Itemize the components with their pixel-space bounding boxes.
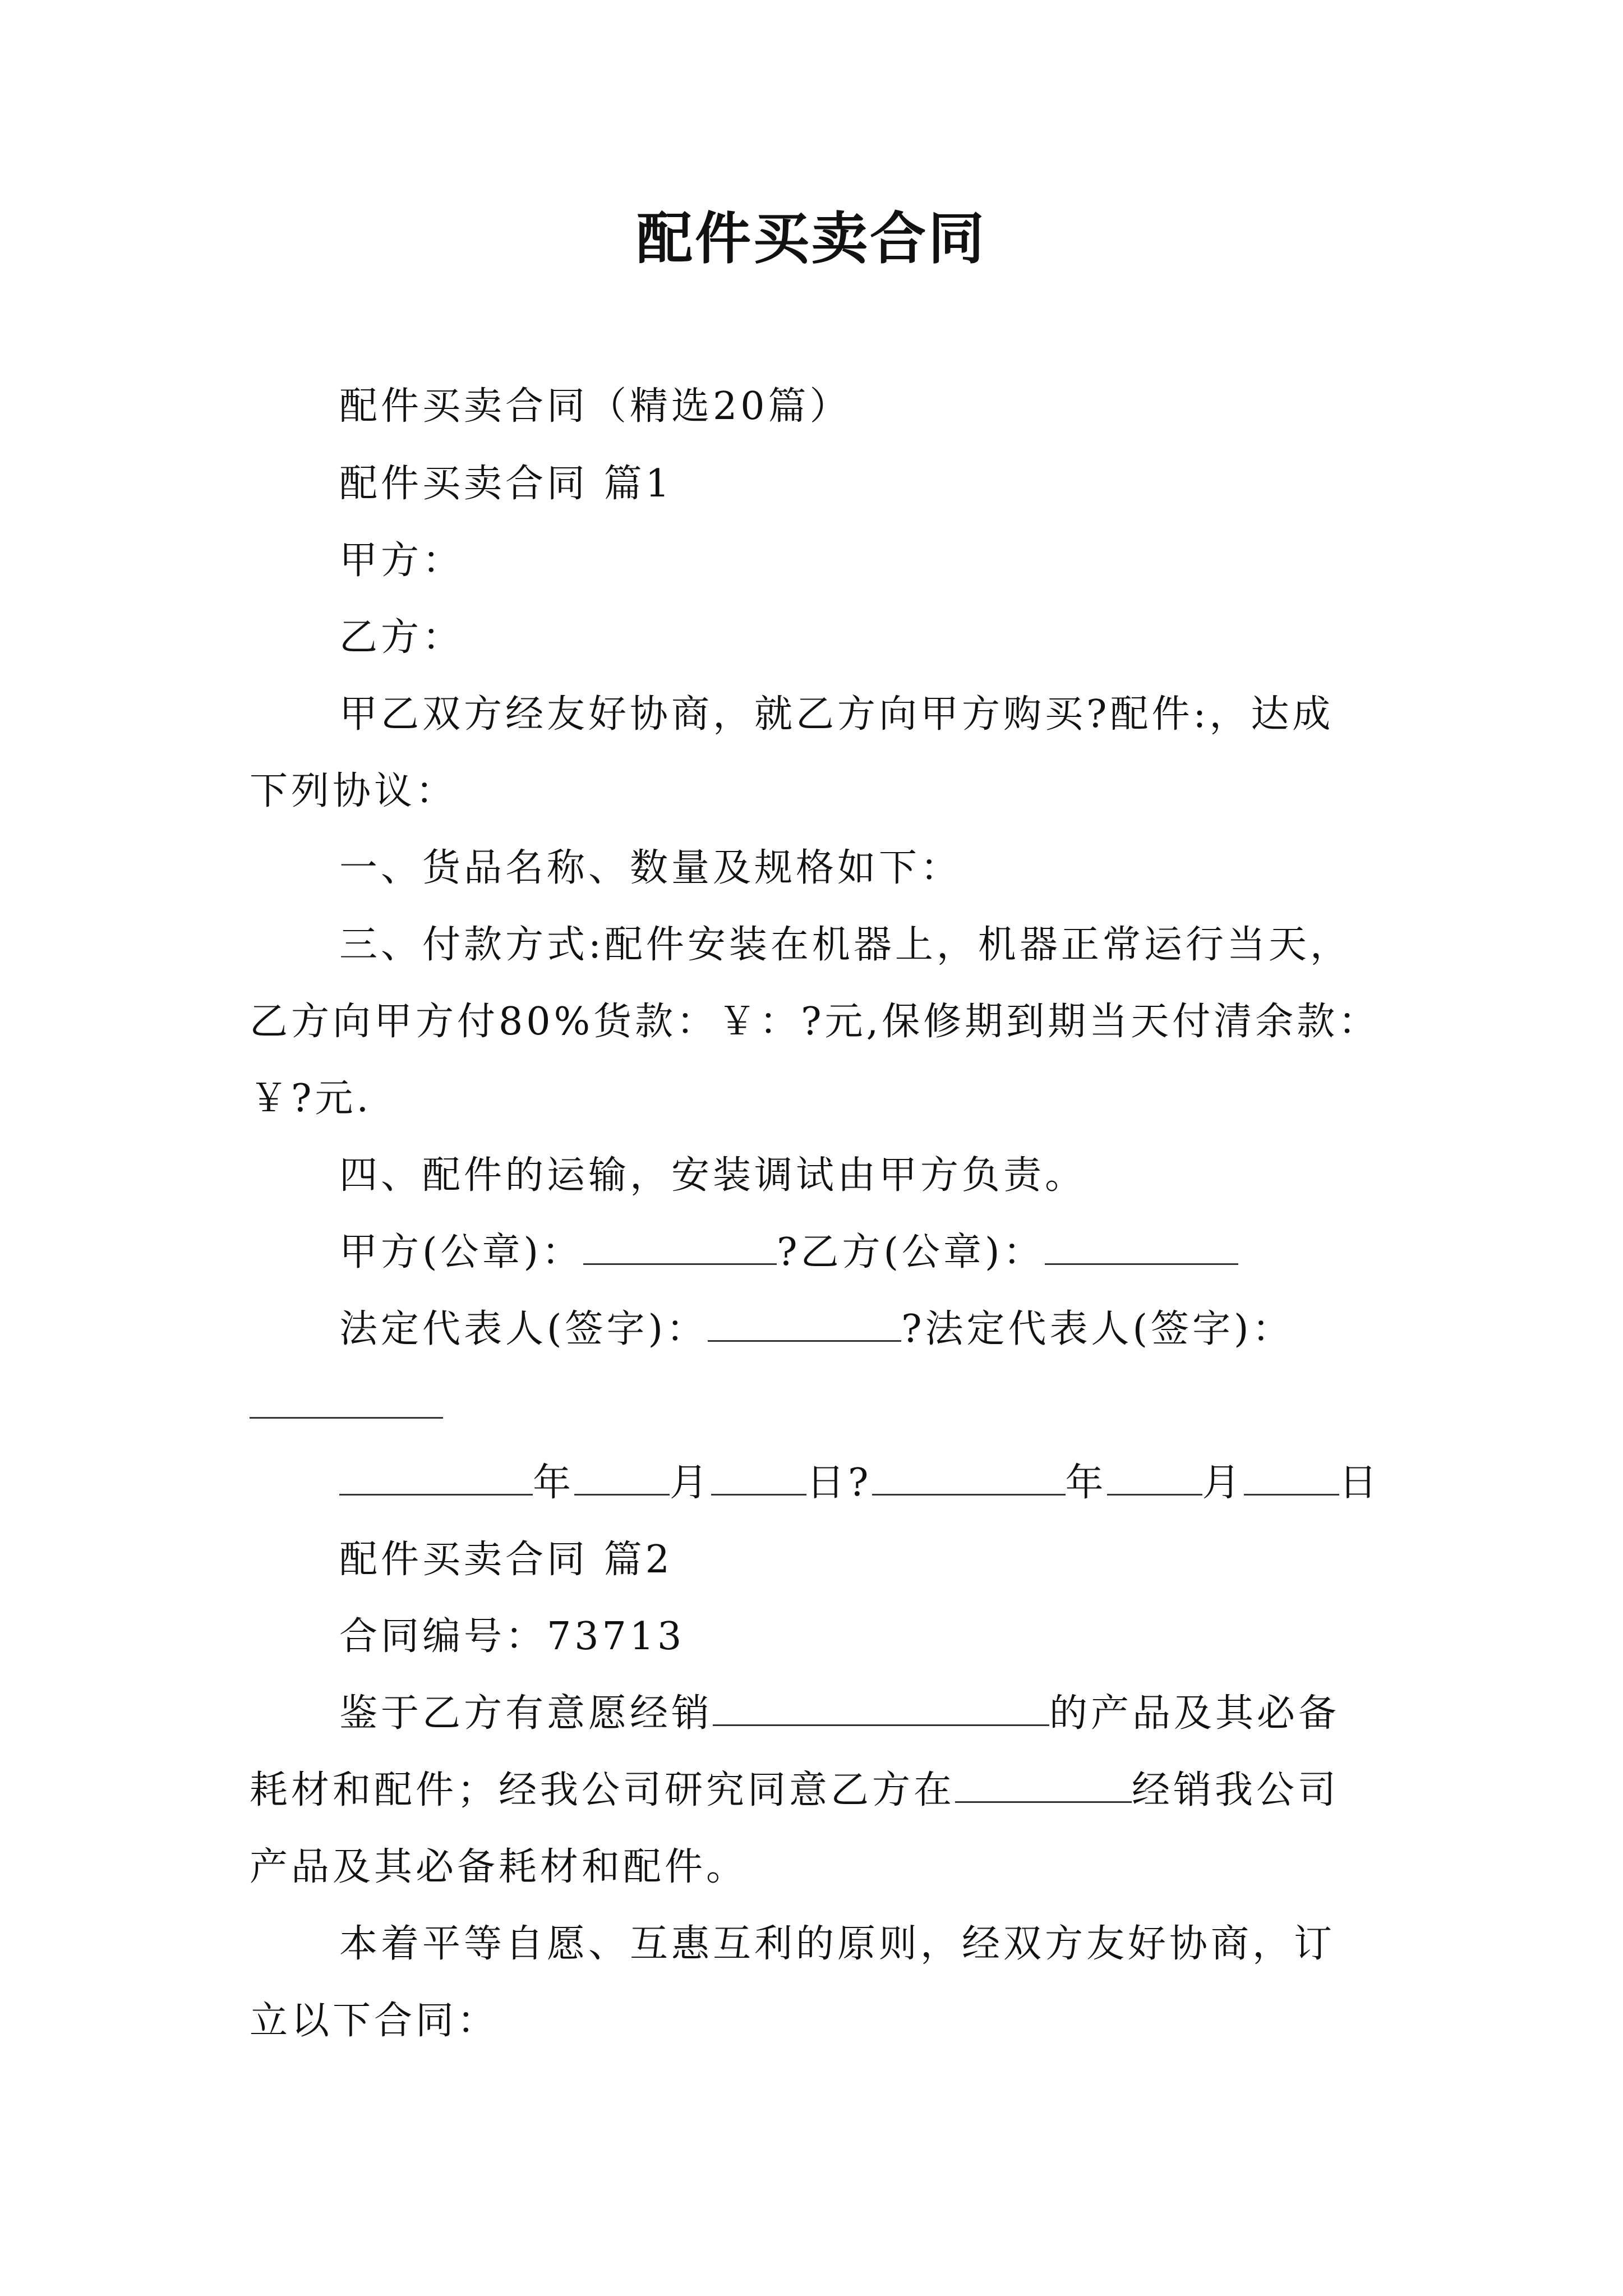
day-blank bbox=[711, 1462, 806, 1496]
year-blank bbox=[872, 1462, 1066, 1496]
seal-a-blank bbox=[583, 1232, 777, 1265]
paragraph-line: 产品及其必备耗材和配件。 bbox=[250, 1845, 748, 1889]
rep-a-label: 法定代表人(签字)： bbox=[339, 1307, 708, 1351]
clause-3-line: 乙方向甲方付80%货款：￥：?元,保修期到期当天付清余款： bbox=[250, 1000, 1380, 1044]
region-blank bbox=[955, 1770, 1132, 1803]
text-span: 经销我公司 bbox=[1132, 1768, 1340, 1812]
section-heading-2: 配件买卖合同 篇2 bbox=[339, 1538, 673, 1582]
rep-b-blank-line bbox=[250, 1378, 443, 1434]
party-a-label: 甲方： bbox=[339, 539, 464, 583]
month-blank bbox=[1107, 1462, 1202, 1496]
seal-b-label: ?乙方(公章)： bbox=[777, 1230, 1045, 1274]
seal-a-label: 甲方(公章)： bbox=[339, 1230, 584, 1274]
section-heading-1: 配件买卖合同 篇1 bbox=[339, 462, 673, 506]
rep-b-blank bbox=[250, 1386, 443, 1419]
subtitle: 配件买卖合同（精选20篇） bbox=[339, 384, 851, 429]
paragraph-line bbox=[250, 1763, 1339, 1819]
text-span: 鉴于乙方有意愿经销 bbox=[339, 1691, 713, 1736]
date-line bbox=[339, 1455, 1381, 1511]
seal-line bbox=[339, 1225, 1238, 1281]
month-blank bbox=[574, 1462, 670, 1496]
year-label: 年 bbox=[1065, 1461, 1107, 1505]
paragraph-line: 本着平等自愿、互惠互利的原则，经双方友好协商，订 bbox=[339, 1922, 1336, 1966]
day-blank bbox=[1244, 1462, 1339, 1496]
month-label: 月 bbox=[670, 1461, 712, 1505]
year-label: 年 bbox=[533, 1461, 575, 1505]
day-label: 日? bbox=[806, 1461, 872, 1505]
clause-3-line: ￥?元. bbox=[250, 1076, 372, 1121]
party-b-label: 乙方： bbox=[339, 615, 464, 660]
text-span: 的产品及其必备 bbox=[1049, 1691, 1340, 1736]
paragraph-line: 下列协议： bbox=[250, 769, 458, 813]
clause-1: 一、货品名称、数量及规格如下： bbox=[339, 846, 962, 890]
contract-number: 合同编号：73713 bbox=[339, 1614, 685, 1659]
paragraph-line: 立以下合同： bbox=[250, 1999, 499, 2043]
clause-3-line: 三、付款方式:配件安装在机器上，机器正常运行当天， bbox=[339, 923, 1352, 967]
month-label: 月 bbox=[1202, 1461, 1244, 1505]
paragraph-line bbox=[339, 1686, 1340, 1742]
clause-4: 四、配件的运输，安装调试由甲方负责。 bbox=[339, 1153, 1087, 1198]
day-label: 日 bbox=[1339, 1461, 1381, 1505]
paragraph-line: 甲乙双方经友好协商，就乙方向甲方购买?配件:，达成 bbox=[339, 692, 1334, 737]
seal-b-blank bbox=[1045, 1232, 1238, 1265]
text-span: 耗材和配件；经我公司研究同意乙方在 bbox=[250, 1768, 956, 1812]
product-blank bbox=[713, 1693, 1049, 1726]
document-title: 配件买卖合同 bbox=[637, 205, 986, 272]
rep-b-label: ?法定代表人(签字)： bbox=[901, 1307, 1294, 1351]
rep-a-blank bbox=[708, 1309, 901, 1342]
representative-line bbox=[339, 1301, 1294, 1358]
year-blank bbox=[339, 1462, 533, 1496]
